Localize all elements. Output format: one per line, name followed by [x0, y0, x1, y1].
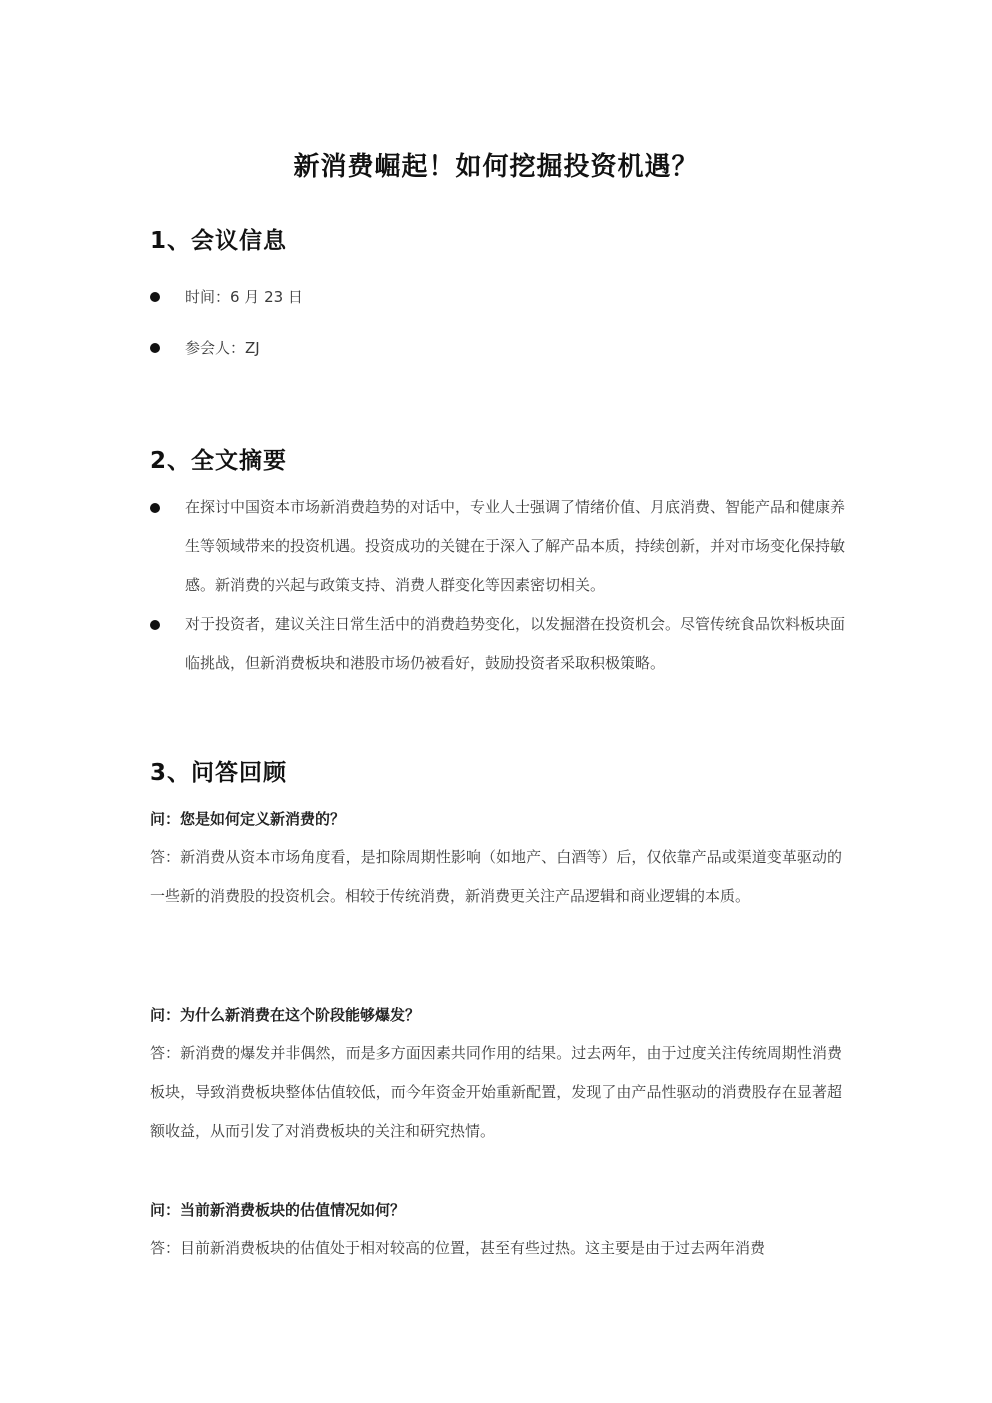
meeting-time: 时间：6 月 23 日 [185, 288, 303, 306]
qa-answer: 答：目前新消费板块的估值处于相对较高的位置，甚至有些过热。这主要是由于过去两年消费 [150, 1239, 766, 1257]
list-item [150, 488, 850, 605]
list-item [150, 605, 850, 683]
bullet-icon [150, 343, 160, 353]
summary-paragraph: 在探讨中国资本市场新消费趋势的对话中，专业人士强调了情绪价值、月底消费、智能产品和健康养生等领域带来的投资机遇。投资成功的关键在于深入了解产品本质，持续创新，并对市场变化保持敏感。新消费的兴起与政策支持、消费人群变化等因素密切相关。 [185, 498, 846, 594]
meeting-participants: 参会人：ZJ [185, 339, 260, 357]
list-item [150, 284, 850, 310]
summary-paragraph: 对于投资者，建议关注日常生活中的消费趋势变化，以发掘潜在投资机会。尽管传统食品饮料板块面临挑战，但新消费板块和港股市场仍被看好，鼓励投资者采取积极策略。 [185, 615, 846, 672]
qa-question: 问：为什么新消费在这个阶段能够爆发？ [150, 1006, 421, 1024]
bullet-icon [150, 292, 160, 302]
section-heading-qa: 3、问答回顾 [150, 760, 288, 786]
qa-answer: 答：新消费从资本市场角度看，是扣除周期性影响（如地产、白酒等）后，仅依靠产品或渠道变革驱动的一些新的消费股的投资机会。相较于传统消费，新消费更关注产品逻辑和商业逻辑的本质。 [150, 848, 842, 905]
section-heading-summary: 2、全文摘要 [150, 448, 288, 474]
list-item [150, 335, 850, 361]
document-title: 新消费崛起！如何挖掘投资机遇？ [293, 152, 699, 182]
qa-question: 问：当前新消费板块的估值情况如何？ [150, 1201, 406, 1219]
bullet-icon [150, 620, 160, 630]
qa-question: 问：您是如何定义新消费的？ [150, 810, 346, 828]
qa-answer: 答：新消费的爆发并非偶然，而是多方面因素共同作用的结果。过去两年，由于过度关注传统周期性消费板块，导致消费板块整体估值较低，而今年资金开始重新配置，发现了由产品性驱动的消费股存在显著超额收益，从而引发了对消费板块的关注和研究热情。 [150, 1044, 842, 1140]
section-heading-meeting-info: 1、会议信息 [150, 228, 288, 254]
bullet-icon [150, 503, 160, 513]
